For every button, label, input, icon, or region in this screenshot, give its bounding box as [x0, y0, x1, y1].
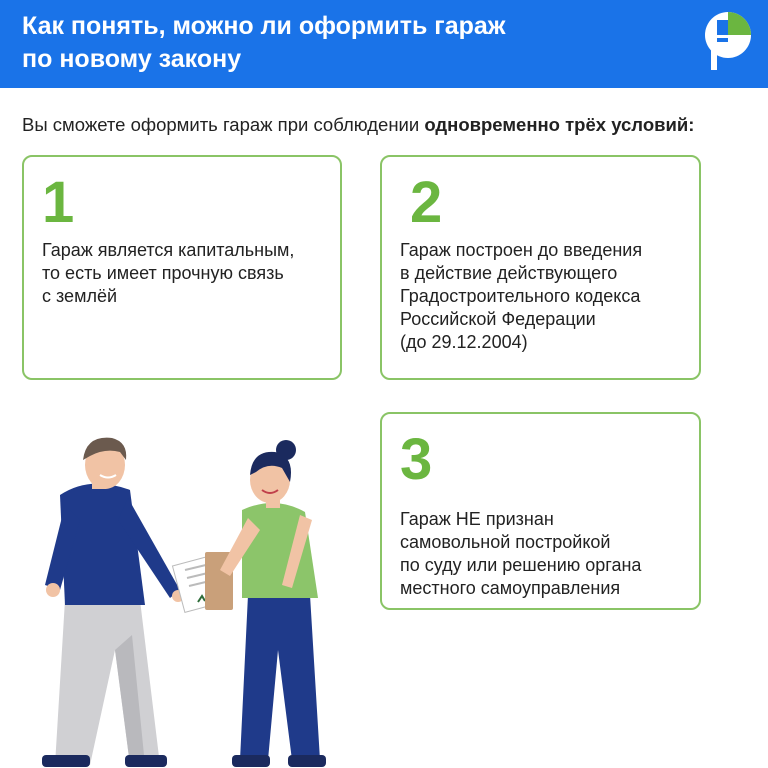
two-people-exchanging-document-illustration	[20, 420, 350, 768]
condition-text: Гараж НЕ признан самовольной постройкой по суду или решению органа местного самоуправления	[400, 509, 642, 598]
rosreestr-logo-icon	[703, 10, 753, 72]
intro-text-regular: Вы сможете оформить гараж при соблюдении	[22, 114, 425, 135]
condition-text: Гараж построен до введения в действие действующего Градостроительного кодекса Российской Федерации (до 29.12.2004)	[400, 240, 643, 352]
woman-figure	[205, 440, 326, 767]
intro-text-bold: одновременно трёх условий:	[424, 114, 695, 135]
condition-number: 2	[410, 170, 443, 235]
man-figure	[42, 438, 184, 767]
page-title: Как понять, можно ли оформить гараж по новому закону	[22, 12, 506, 73]
intro-text	[22, 114, 694, 136]
condition-number: 3	[400, 427, 433, 492]
condition-card-3	[380, 412, 701, 610]
condition-card-2	[380, 155, 701, 380]
condition-text: Гараж является капитальным, то есть имеет прочную связь с землёй	[42, 240, 295, 306]
header-banner	[0, 0, 768, 88]
condition-number: 1	[42, 170, 75, 235]
condition-card-1	[22, 155, 342, 380]
